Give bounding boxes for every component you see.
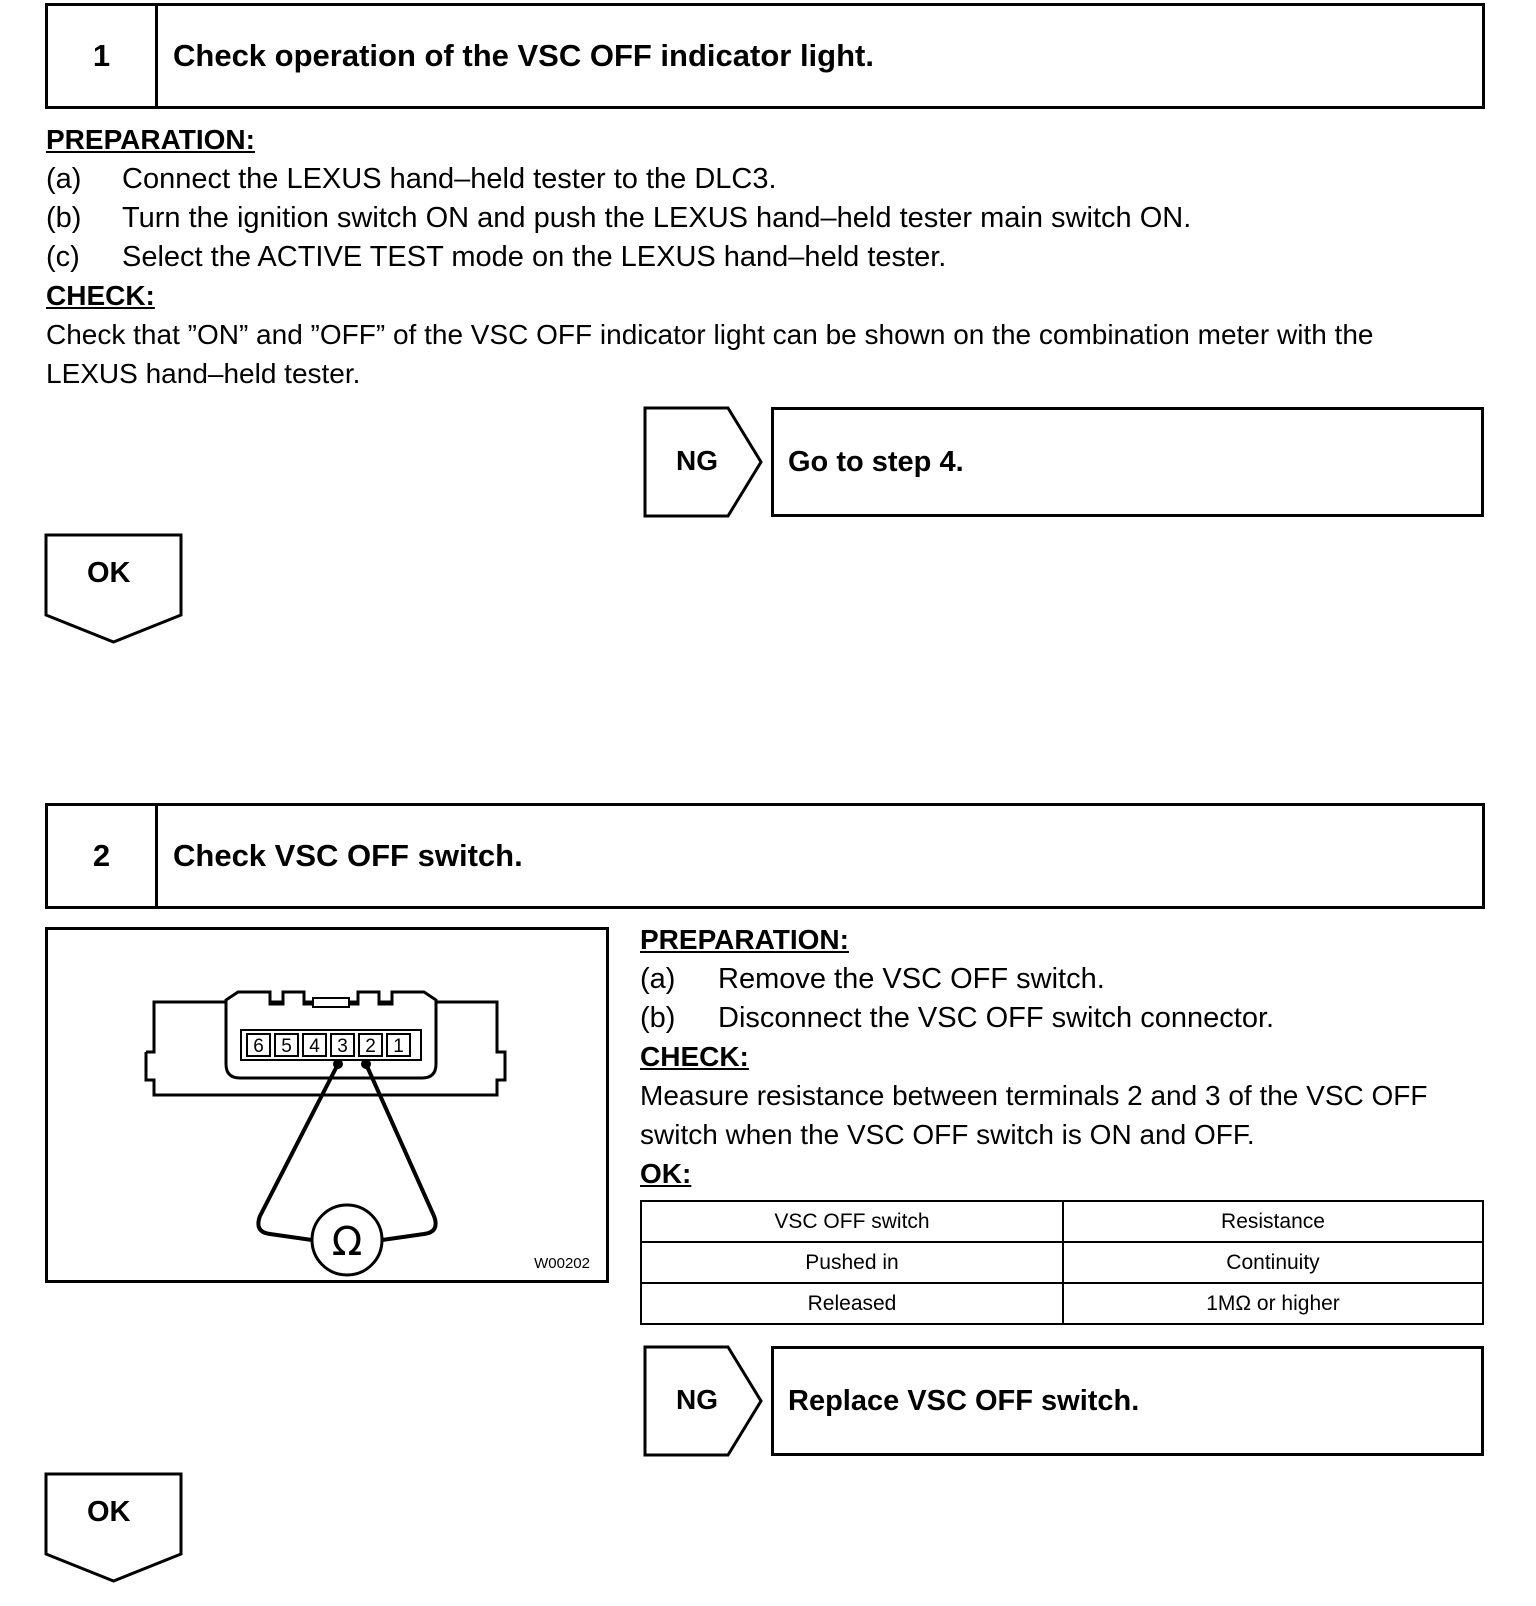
test-lead-right bbox=[366, 1064, 436, 1240]
table-header-cell: VSC OFF switch bbox=[641, 1201, 1063, 1242]
step-1-prep-c-text: Select the ACTIVE TEST mode on the LEXUS hand–held tester. bbox=[122, 241, 947, 273]
table-row bbox=[641, 1242, 1483, 1283]
step-1-ng-result-text: Go to step 4. bbox=[788, 446, 964, 478]
table-cell: 1MΩ or higher bbox=[1063, 1283, 1483, 1324]
step-2-prep-a-text: Remove the VSC OFF switch. bbox=[718, 963, 1105, 995]
ohmmeter-symbol: Ω bbox=[331, 1219, 363, 1265]
step-1-ok-label: OK bbox=[87, 557, 131, 589]
step-2-prep-b-text: Disconnect the VSC OFF switch connector. bbox=[718, 1002, 1275, 1034]
table-row bbox=[641, 1283, 1483, 1324]
step-2-ok-label: OK bbox=[87, 1496, 131, 1528]
step-2-ng-result-text: Replace VSC OFF switch. bbox=[788, 1385, 1140, 1417]
step-2-ok-heading: OK: bbox=[640, 1158, 692, 1189]
table-header-row bbox=[641, 1201, 1483, 1242]
step-2-check-text-line-2: switch when the VSC OFF switch is ON and OFF. bbox=[640, 1119, 1255, 1150]
table-header-cell: Resistance bbox=[1063, 1201, 1483, 1242]
step-2-ng-result-box bbox=[771, 1346, 1484, 1456]
table-cell: Released bbox=[641, 1283, 1063, 1324]
step-1-prep-a-text: Connect the LEXUS hand–held tester to the DLC3. bbox=[122, 163, 777, 195]
step-1-number: 1 bbox=[48, 6, 158, 106]
step-2-prep-b-mark: (b) bbox=[640, 1002, 676, 1034]
pin-6-label: 6 bbox=[253, 1036, 264, 1057]
step-2-number: 2 bbox=[48, 806, 158, 906]
step-1-preparation-heading: PREPARATION: bbox=[46, 124, 255, 155]
figure-code: W00202 bbox=[534, 1255, 590, 1272]
step-1-prep-b-text: Turn the ignition switch ON and push the LEXUS hand–held tester main switch ON. bbox=[122, 202, 1192, 234]
step-2-preparation-heading: PREPARATION: bbox=[640, 924, 849, 955]
table-cell: Pushed in bbox=[641, 1242, 1063, 1283]
pin-1-label: 1 bbox=[393, 1036, 404, 1057]
step-1-ng-result-box bbox=[771, 407, 1484, 517]
connector-figure bbox=[45, 927, 609, 1283]
step-1-header bbox=[45, 3, 1485, 109]
step-1-prep-b-mark: (b) bbox=[46, 202, 82, 234]
step-1-prep-a-mark: (a) bbox=[46, 163, 82, 195]
step-2-ng-label: NG bbox=[676, 1384, 718, 1415]
table-cell: Continuity bbox=[1063, 1242, 1483, 1283]
resistance-spec-table bbox=[640, 1200, 1484, 1325]
pin-2-label: 2 bbox=[365, 1036, 376, 1057]
step-2-header bbox=[45, 803, 1485, 909]
pin-4-label: 4 bbox=[309, 1036, 320, 1057]
connector-diagram bbox=[48, 930, 606, 1280]
step-1-title: Check operation of the VSC OFF indicator light. bbox=[173, 38, 874, 73]
step-1-prep-c-mark: (c) bbox=[46, 241, 80, 273]
step-2-check-heading: CHECK: bbox=[640, 1041, 749, 1072]
step-2-title: Check VSC OFF switch. bbox=[173, 838, 523, 873]
step-1-ng-label: NG bbox=[676, 445, 718, 476]
step-1-check-text-line-2: LEXUS hand–held tester. bbox=[46, 358, 361, 389]
pin-3-label: 3 bbox=[337, 1036, 348, 1057]
pin-5-label: 5 bbox=[281, 1036, 292, 1057]
step-1-check-text-line-1: Check that ”ON” and ”OFF” of the VSC OFF indicator light can be shown on the combination meter with the bbox=[46, 319, 1374, 350]
step-2-check-text-line-1: Measure resistance between terminals 2 and 3 of the VSC OFF bbox=[640, 1080, 1428, 1111]
step-2-prep-a-mark: (a) bbox=[640, 963, 676, 995]
step-1-check-heading: CHECK: bbox=[46, 280, 155, 311]
